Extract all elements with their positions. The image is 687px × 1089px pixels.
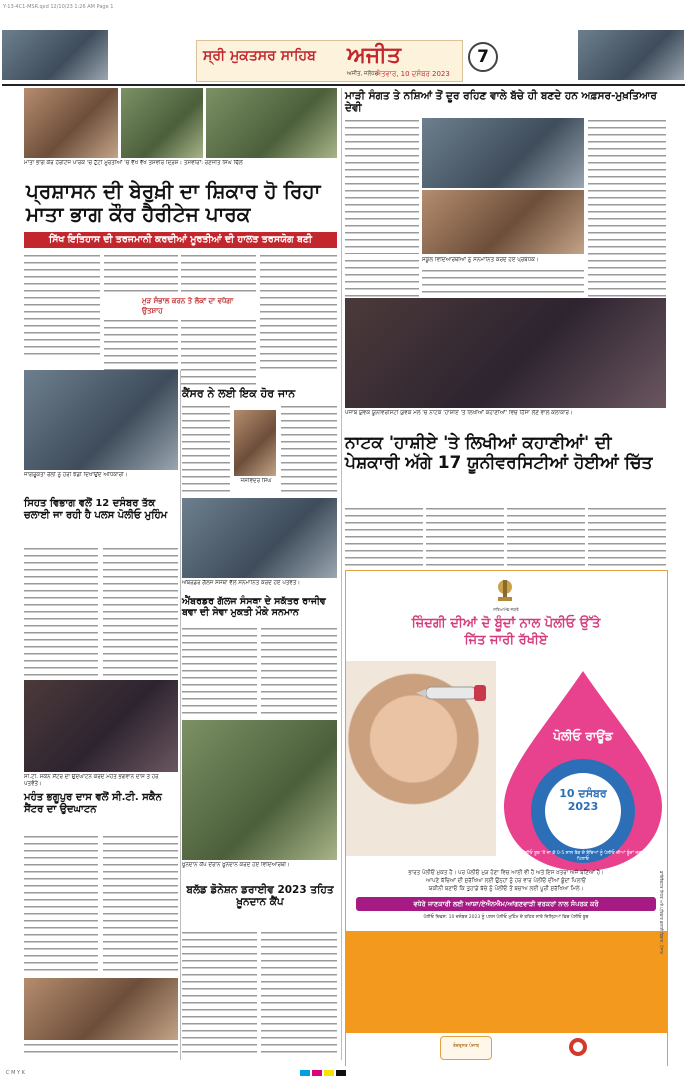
footer-logo <box>440 1036 492 1060</box>
schools-photo-1 <box>422 118 584 188</box>
play-photo-caption: ਪੰਜਾਬ ਯੁਵਕ ਯੂਨੀਵਰਸਿਟੀ ਯੁਵਕ ਮੇਲੇ 'ਚ ਨਾਟਕ 'ਹਾਸ਼ੀਏ 'ਤੇ ਲਿਖੀਆਂ ਕਹਾਣੀਆਂ' ਵਿਚ ਹਿੱਸਾ ਲੈਣ ਵਾਲੇ ਕਲਾਕਾਰ। <box>345 410 573 416</box>
play-text-1 <box>345 506 423 566</box>
masthead-date: ਐਤਵਾਰ, 10 ਦਸੰਬਰ 2023 <box>375 70 450 78</box>
masthead-photo-left <box>2 30 108 80</box>
polio-campaign-headline: ਸਿਹਤ ਵਿਭਾਗ ਵਲੋਂ 12 ਦਸੰਬਰ ਤੱਕ ਚਲਾਈ ਜਾ ਰਹੀ ਹੈ ਪਲਸ ਪੋਲੀਓ ਮੁਹਿੰਮ <box>24 498 168 521</box>
wreath-text-col1 <box>182 404 230 494</box>
masthead <box>196 40 463 82</box>
ct-scan-text-2 <box>103 834 178 976</box>
polio-campaign-text-2 <box>103 546 178 676</box>
ad-contact-bar: ਵਧੇਰੇ ਜਾਣਕਾਰੀ ਲਈ ਆਸ਼ਾ/ਏਐਨਐਮ/ਆਂਗਣਵਾੜੀ ਵਰਕਰਾਂ ਨਾਲ ਸੰਪਰਕ ਕਰੋ <box>356 897 656 911</box>
round-label: ਪੋਲੀਓ ਰਾਊਂਡ <box>553 729 613 743</box>
color-swatch-yellow <box>324 1070 334 1076</box>
play-photo <box>345 298 666 408</box>
wreath-text-col2 <box>281 404 337 494</box>
wreath-inset-caption: ਜਸਵਿੰਦਰ ਸਿੰਘ <box>240 478 272 484</box>
ad-headline: ਜ਼ਿੰਦਗੀ ਦੀਆਂ ਦੋ ਬੂੰਦਾਂ ਨਾਲ ਪੋਲੀਓ ਉੱਤੇ ਜਿੱਤ ਜਾਰੀ ਰੱਖੀਏ <box>411 616 601 648</box>
blood-donation-photo <box>182 720 337 860</box>
heritage-photo-caption: ਮਾਤਾ ਭਾਗ ਕੌਰ ਹੈਰੀਟੇਜ ਪਾਰਕ 'ਚ ਟੁੱਟੀ ਮੂਰਤੀਆਂ 'ਚ ਵੱਖ ਵੱਖ ਤਸਵੀਰ ਦ੍ਰਿਸ਼। ਤਸਵੀਰਾਂ: ਰਣਜੀਤ ਸਿੰਘ ਢਿੱਲੋਂ <box>24 160 243 166</box>
city-label: ਅਜੀਤ, ਜਲੰਧਰ <box>347 71 379 77</box>
play-text-2 <box>426 506 504 566</box>
ct-scan-photo <box>24 680 178 772</box>
bava-text-2 <box>261 626 337 716</box>
polio-campaign-caption: ਜਾਗਰੂਕਤਾ ਰੈਲੀ ਨੂੰ ਹਰੀ ਝੰਡੀ ਦਿਖਾਉਂਦੇ ਅਧਿਕਾਰੀ। <box>24 472 128 478</box>
ad-footnote: ਪੋਲੀਓ ਦਿਵਸ: 10 ਦਸੰਬਰ 2023 ਨੂੰ ਪਲਸ ਪੋਲੀਓ ਮੁਹਿੰਮ ਦੇ ਤਹਿਤ ਸਾਰੇ ਜ਼ਿਲ੍ਹਿਆਂ ਵਿਚ ਪੋਲੀਓ ਬੂਥ <box>423 915 589 920</box>
play-text-3 <box>507 506 585 566</box>
circle-text: ਪੋਲੀਓ ਬੂਥ 'ਤੇ ਜਾ ਕੇ 0-5 ਸਾਲ ਤੱਕ ਦੇ ਬੱਚਿਆਂ ਨੂੰ ਪੋਲੀਓ ਦੀਆਂ ਬੂੰਦਾਂ ਜ਼ਰੂਰ ਪਿਲਾਓ <box>522 851 644 862</box>
ct-scan-text-1 <box>24 834 98 976</box>
ad-body-line3: ਯਕੀਨੀ ਬਣਾਓ ਕਿ ਤੁਹਾਡੇ ਬੱਚੇ ਨੂੰ ਪੋਲੀਓ ਤੋਂ ਬਚਾਅ ਲਈ ਪੂਰੀ ਸੁਰੱਖਿਆ ਮਿਲੇ। <box>428 886 584 892</box>
bava-headline: ਐਂਬਰਡਰ ਗੱਲਜ ਸੰਸਥਾ ਦੇ ਸਕੱਤਰ ਰਾਜੀਵ ਬਵਾ ਦੀ ਸੇਵਾ ਮੁਕਤੀ ਮੌਕੇ ਸਨਮਾਨ <box>182 596 326 618</box>
heritage-pull-quote: ਮੁੜ ਸੰਭਾਲ ਕਰਨ ਤੇ ਲੋਕਾਂ ਦਾ ਵਧੇਗਾ ਉਤਸ਼ਾਹ <box>142 297 234 315</box>
ct-scan-headline: ਮਹੰਤ ਭਗੂਪੁਰ ਦਾਸ ਵਲੋਂ ਸੀ.ਟੀ. ਸਕੈਨ ਸੈਂਟਰ ਦਾ ਉਦਘਾਟਨ <box>24 792 162 815</box>
section-title: ਸ੍ਰੀ ਮੁਕਤਸਰ ਸਾਹਿਬ <box>203 48 316 64</box>
polio-campaign-photo <box>24 370 178 470</box>
schools-headline: ਮਾੜੀ ਸੰਗਤ ਤੇ ਨਸ਼ਿਆਂ ਤੋਂ ਦੂਰ ਰਹਿਣ ਵਾਲੇ ਬੱਚੇ ਹੀ ਬਣਦੇ ਹਨ ਅਫ਼ਸਰ-ਮੁਖ਼ਤਿਆਰ ਦੇਵੀ <box>345 90 657 115</box>
footer-seal-icon <box>568 1037 588 1057</box>
schools-text-3 <box>345 258 419 298</box>
wreath-inset-photo <box>234 410 276 476</box>
emblem-text: ਸਤਿਆਮੇਵ ਜਯਤੇ <box>493 607 519 612</box>
schools-text-4 <box>422 268 584 298</box>
heritage-headline: ਪ੍ਰਸ਼ਾਸਨ ਦੀ ਬੇਰੁਖ਼ੀ ਦਾ ਸ਼ਿਕਾਰ ਹੋ ਰਿਹਾ ਮਾਤਾ ਭਾਗ ਕੌਰ ਹੈਰੀਟੇਜ ਪਾਰਕ <box>26 179 321 226</box>
page-number: 7 <box>468 42 498 72</box>
bava-text-1 <box>182 626 257 716</box>
ad-body-line2: ਆਪਣੇ ਬੱਚਿਆਂ ਦੀ ਸੁਰੱਖਿਆ ਲਈ ਉਨ੍ਹਾਂ ਨੂੰ ਹਰ ਵਾਰ ਪੋਲੀਓ ਦੀਆਂ ਬੂੰਦਾਂ ਪਿਲਾਓ <box>426 878 586 884</box>
masthead-photo-right <box>578 30 684 80</box>
heritage-photo-3 <box>206 88 337 158</box>
ad-side-credit: ਡਾਇਰੈਕਟਰ ਸਿਹਤ ਅਤੇ ਪਰਿਵਾਰ ਭਲਾਈ ਵਿਭਾਗ, ਪੰਜਾਬ <box>659 871 664 954</box>
ct-scan-bottom-photo <box>24 978 178 1040</box>
heritage-photo-1 <box>24 88 118 158</box>
heritage-photo-2 <box>121 88 203 158</box>
dropper-icon <box>416 681 486 707</box>
blood-donation-caption: ਖ਼ੂਨਦਾਨ ਕੈਂਪ ਦੌਰਾਨ ਖ਼ੂਨਦਾਨ ਕਰਦੇ ਹੋਏ ਵਿਦਿਆਰਥੀ। <box>182 862 290 868</box>
play-headline: ਨਾਟਕ 'ਹਾਸ਼ੀਏ 'ਤੇ ਲਿਖੀਆਂ ਕਹਾਣੀਆਂ' ਦੀ ਪੇਸ਼ਕਾਰੀ ਅੱਗੇ 17 ਯੂਨੀਵਰਸਿਟੀਆਂ ਹੋਈਆਂ ਚਿੱਤ <box>345 433 653 473</box>
bava-photo-caption: ਐਂਬਰਡਰ ਗੱਲਜ ਸੰਸਥਾ ਵੱਲੋਂ ਸਨਮਾਨਿਤ ਕਰਦੇ ਹੋਏ ਪਤਵੰਤੇ। <box>182 580 301 586</box>
polio-ad <box>345 570 668 1067</box>
color-swatch-magenta <box>312 1070 322 1076</box>
round-date: 10 ਦਸੰਬਰ 2023 <box>559 787 607 813</box>
heritage-text-col1 <box>24 253 100 358</box>
polio-campaign-text-1 <box>24 546 98 676</box>
cmyk-bar <box>0 1066 687 1089</box>
masthead-rule <box>2 84 685 86</box>
schools-photo-2 <box>422 190 584 254</box>
heritage-subheadline: ਸਿੱਖ ਇਤਿਹਾਸ ਦੀ ਤਰਜਮਾਨੀ ਕਰਦੀਆਂ ਮੂਰਤੀਆਂ ਦੀ ਹਾਲਤ ਤਰਸਯੋਗ ਬਣੀ <box>24 232 337 248</box>
schools-photo-caption: ਸਕੂਲ ਵਿਦਿਆਰਥੀਆਂ ਨੂੰ ਸਨਮਾਨਿਤ ਕਰਦੇ ਹੋਏ ਪ੍ਰਬੰਧਕ। <box>422 257 539 263</box>
blood-donation-text-1 <box>182 930 257 1056</box>
left-col-separator <box>180 370 181 1060</box>
blood-donation-text-2 <box>261 930 337 1056</box>
ct-scan-caption: ਸੀ.ਟੀ. ਸਕੈਨ ਸੈਂਟਰ ਦਾ ਉਦਘਾਟਨ ਕਰਦੇ ਮਹੰਤ ਭਗਵਾਨ ਦਾਸ ਤੇ ਹੋਰ ਪਤਵੰਤੇ। <box>24 774 159 787</box>
emblem-icon <box>494 577 516 605</box>
print-slug: Y-13-4C1-MSR.qxd 12/10/23 1:26 AM Page 1 <box>3 4 114 10</box>
schools-text-1 <box>345 118 419 254</box>
paper-name: ਅਜੀਤ <box>347 43 401 68</box>
ct-scan-bottom-caption <box>24 1042 178 1056</box>
play-text-4 <box>588 506 666 566</box>
blood-donation-headline: ਬਲੱਡ ਡੋਨੇਸ਼ਨ ਡਰਾਈਵ 2023 ਤਹਿਤ ਖ਼ੂਨਦਾਨ ਕੈਂਪ <box>186 884 334 909</box>
heritage-text-col3 <box>181 253 256 293</box>
heritage-text-col2 <box>104 253 178 293</box>
footer-logo-text: ਤੰਦਰੁਸਤ ਪੰਜਾਬ <box>453 1044 479 1049</box>
drop-shape <box>504 671 662 871</box>
heritage-text-col4 <box>260 253 337 371</box>
main-col-separator <box>341 88 342 1060</box>
color-swatch-cyan <box>300 1070 310 1076</box>
ad-orange-band <box>346 931 667 1033</box>
heritage-text-col3b <box>181 318 256 386</box>
ad-body-line1: ਭਾਰਤ ਪੋਲੀਓ ਮੁਕਤ ਹੈ। ਪਰ ਪੋਲੀਓ ਮੁੜ ਹੋਣਾ ਵਿਚ ਆਈ ਵੀ ਹੈ ਅਤੇ ਇਸ ਖ਼ਤਰਾ ਅਜੇ ਬਣਿਆ ਹੈ। <box>408 870 604 876</box>
wreath-headline: ਕੈਂਸਰ ਨੇ ਲਈ ਇਕ ਹੋਰ ਜਾਨ <box>182 387 296 400</box>
bava-photo <box>182 498 337 578</box>
color-swatch-black <box>336 1070 346 1076</box>
cmyk-slug: C M Y K <box>6 1070 25 1076</box>
schools-text-2 <box>588 118 666 298</box>
